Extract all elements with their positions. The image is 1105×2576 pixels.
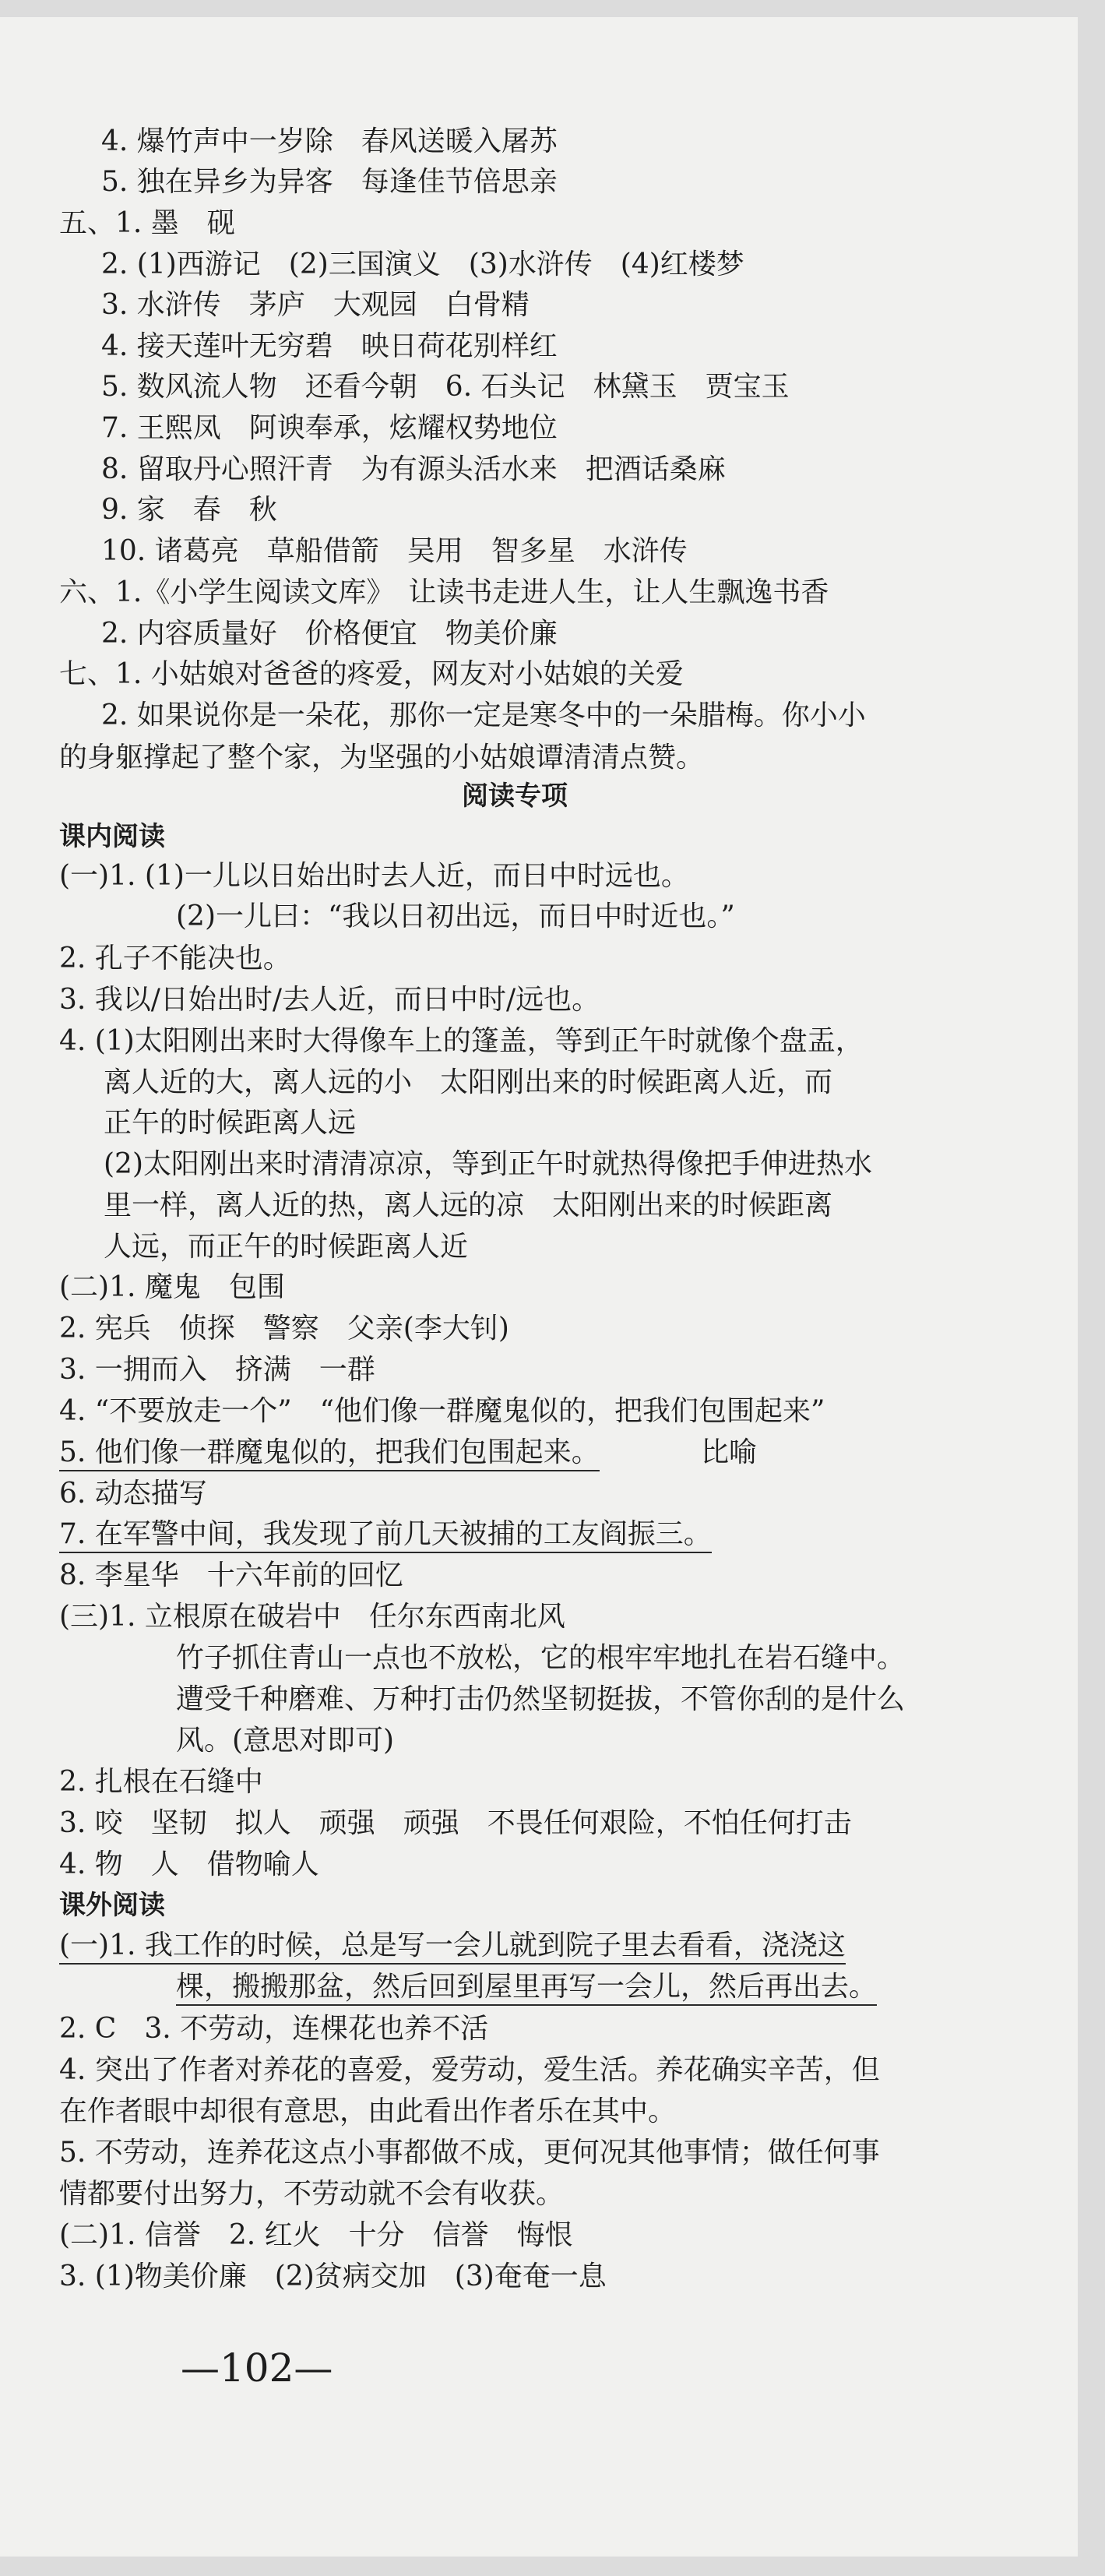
answer-line: (2)一儿曰：“我以日初出远，而日中时近也。” xyxy=(176,900,735,932)
answer-line: 2. 如果说你是一朵花，那你一定是寒冬中的一朵腊梅。你小小 xyxy=(101,700,866,731)
answer-line: 里一样，离人近的热，离人远的凉 太阳刚出来的时候距离 xyxy=(104,1189,833,1221)
answer-line: 的身躯撑起了整个家，为坚强的小姑娘谭清清点赞。 xyxy=(59,742,705,774)
answer-line: 在作者眼中却很有意思，由此看出作者乐在其中。 xyxy=(59,2095,677,2127)
answer-line: 2. 内容质量好 价格便宜 物美价廉 xyxy=(101,618,558,650)
underlined-answer-line xyxy=(59,1929,846,1963)
answer-line: 5. 数风流人物 还看今朝 6. 石头记 林黛玉 贾宝玉 xyxy=(101,371,790,403)
answer-line: 比喻 xyxy=(701,1436,758,1468)
section-heading: 阅读专项 xyxy=(462,781,568,812)
answer-line: 2. C 3. 不劳动，连棵花也养不活 xyxy=(59,2013,489,2045)
page-number: —102— xyxy=(181,2345,333,2391)
subsection-heading: 课外阅读 xyxy=(59,1890,165,1921)
answer-line: 9. 家 春 秋 xyxy=(101,494,277,526)
answer-line: 6. 动态描写 xyxy=(59,1478,207,1510)
section-seven-line: 七、1. 小姑娘对爸爸的疼爱，网友对小姑娘的关爱 xyxy=(59,658,684,690)
underlined-text: 棵，搬搬那盆，然后回到屋里再写一会儿，然后再出去。 xyxy=(176,1971,877,2006)
answer-line: (一)1. (1)一儿以日始出时去人近，而日中时远也。 xyxy=(59,860,689,892)
answer-line: 8. 李星华 十六年前的回忆 xyxy=(59,1559,403,1591)
underlined-text: (一)1. 我工作的时候，总是写一会儿就到院子里去看看，浇浇这 xyxy=(59,1929,846,1965)
section-six-line: 六、1.《小学生阅读文库》 让读书走进人生，让人生飘逸书香 xyxy=(59,576,829,608)
answer-line: 人远，而正午的时候距离人近 xyxy=(104,1231,469,1263)
answer-line: 10. 诸葛亮 草船借箭 吴用 智多星 水浒传 xyxy=(101,535,688,567)
underlined-answer-line xyxy=(59,1517,712,1552)
answer-line: 4. “不要放走一个” “他们像一群魔鬼似的，把我们包围起来” xyxy=(59,1395,825,1427)
underlined-answer-line xyxy=(59,1436,600,1470)
subsection-heading: 课内阅读 xyxy=(59,821,165,852)
answer-line: (二)1. 信誉 2. 红火 十分 信誉 悔恨 xyxy=(59,2219,573,2251)
answer-line: (二)1. 魔鬼 包围 xyxy=(59,1271,285,1303)
answer-line: 3. (1)物美价廉 (2)贫病交加 (3)奄奄一息 xyxy=(59,2261,607,2292)
answer-line: 2. 扎根在石缝中 xyxy=(59,1766,263,1798)
answer-line: 4. 接天莲叶无穷碧 映日荷花别样红 xyxy=(101,330,558,362)
answer-line: 4. 爆竹声中一岁除 春风送暖入屠苏 xyxy=(101,125,558,157)
underlined-text: 5. 他们像一群魔鬼似的，把我们包围起来。 xyxy=(59,1436,600,1471)
answer-line: (三)1. 立根原在破岩中 任尔东西南北风 xyxy=(59,1601,565,1633)
answer-line: 2. 宪兵 侦探 警察 父亲(李大钊) xyxy=(59,1313,509,1344)
answer-line: 3. 一拥而入 挤满 一群 xyxy=(59,1354,375,1386)
answer-line: 2. (1)西游记 (2)三国演义 (3)水浒传 (4)红楼梦 xyxy=(101,248,744,280)
underlined-answer-line xyxy=(176,1970,877,2004)
answer-line: 3. 咬 坚韧 拟人 顽强 顽强 不畏任何艰险，不怕任何打击 xyxy=(59,1807,852,1839)
answer-line: 5. 不劳动，连养花这点小事都做不成，更何况其他事情；做任何事 xyxy=(59,2137,880,2169)
answer-line: 情都要付出努力，不劳动就不会有收获。 xyxy=(59,2178,565,2210)
answer-line: 竹子抓住青山一点也不放松，它的根牢牢地扎在岩石缝中。 xyxy=(176,1642,906,1674)
answer-line: 4. 物 人 借物喻人 xyxy=(59,1848,319,1880)
underlined-text: 7. 在军警中间，我发现了前几天被捕的工友阎振三。 xyxy=(59,1518,712,1553)
answer-line: 4. 突出了作者对养花的喜爱，爱劳动，爱生活。养花确实辛苦，但 xyxy=(59,2054,880,2086)
answer-line: 离人近的大，离人远的小 太阳刚出来的时候距离人近，而 xyxy=(104,1066,833,1098)
answer-line: 2. 孔子不能决也。 xyxy=(59,943,291,974)
answer-line: 3. 我以/日始出时/去人近，而日中时/远也。 xyxy=(59,984,600,1016)
answer-line: 7. 王熙凤 阿谀奉承，炫耀权势地位 xyxy=(101,412,558,444)
answer-page xyxy=(0,17,1078,2557)
answer-line: (2)太阳刚出来时清清凉凉，等到正午时就热得像把手伸进热水 xyxy=(104,1148,872,1180)
answer-line: 5. 独在异乡为异客 每逢佳节倍思亲 xyxy=(101,166,558,198)
section-five-line: 五、1. 墨 砚 xyxy=(59,207,235,239)
answer-line: 风。(意思对即可) xyxy=(176,1725,395,1757)
answer-line: 遭受千种磨难、万种打击仍然坚韧挺拔，不管你刮的是什么 xyxy=(176,1683,906,1715)
answer-line: 4. (1)太阳刚出来时大得像车上的篷盖，等到正午时就像个盘盂， xyxy=(59,1025,864,1057)
answer-line: 3. 水浒传 茅庐 大观园 白骨精 xyxy=(101,289,530,321)
answer-line: 8. 留取丹心照汗青 为有源头活水来 把酒话桑麻 xyxy=(101,453,726,485)
answer-line: 正午的时候距离人远 xyxy=(104,1107,357,1139)
